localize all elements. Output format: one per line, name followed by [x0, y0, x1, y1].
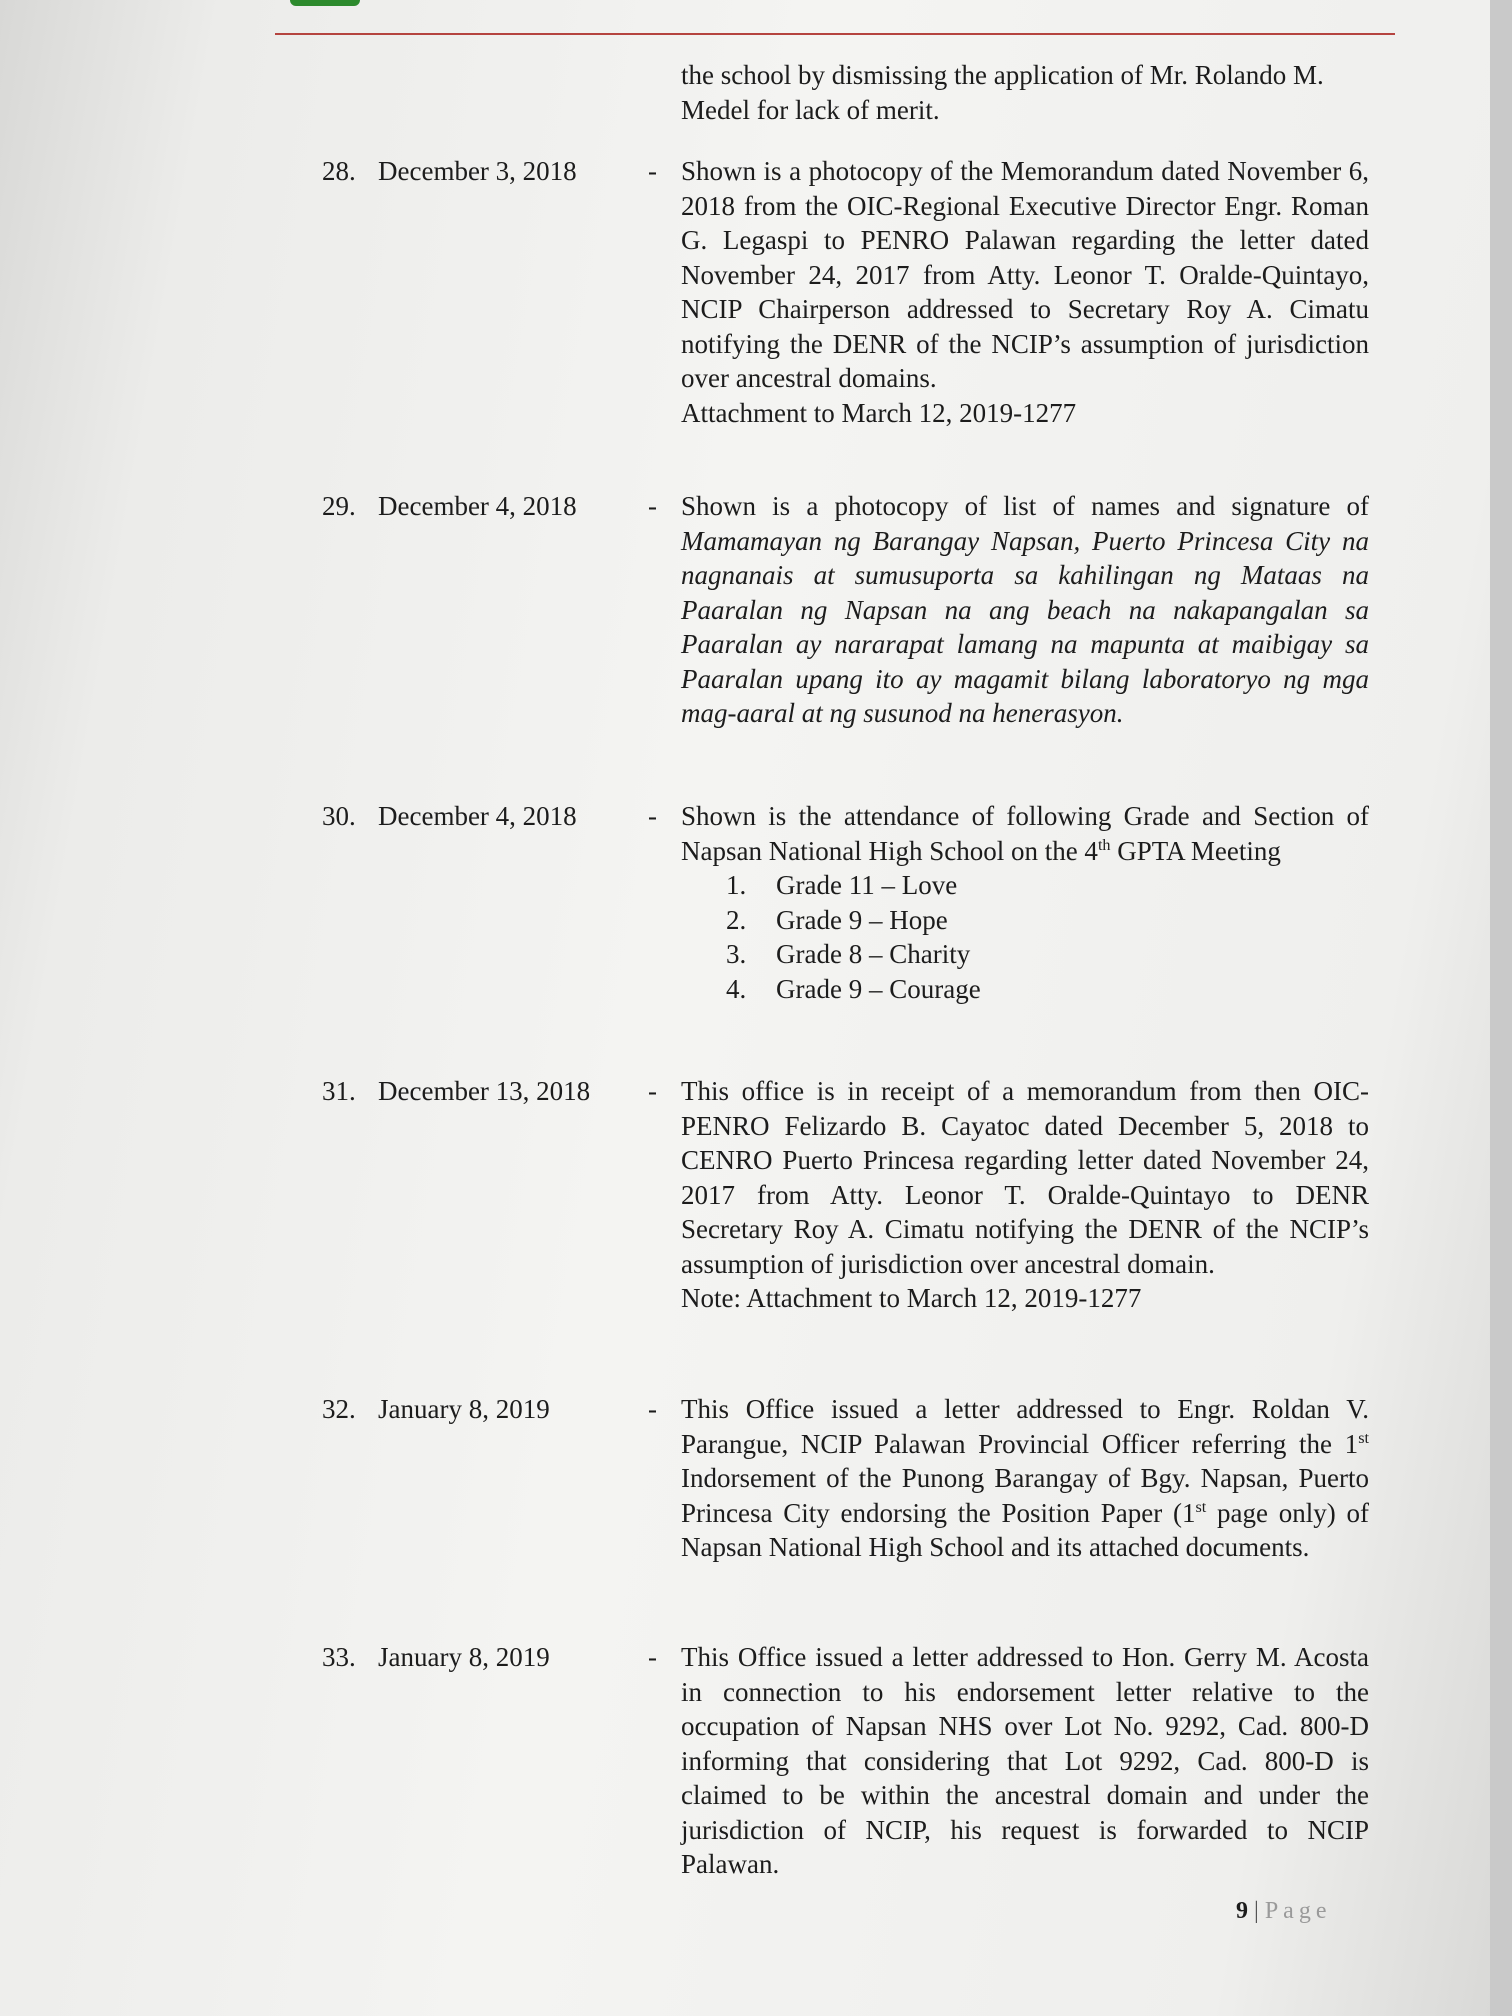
continuation-text: the school by dismissing the application of Mr. Rolando M. Medel for lack of merit. — [681, 60, 1324, 125]
list-item-number: 3. — [726, 939, 747, 969]
entry-text-part: Shown is the attendance of following Grade and Section of Napsan National High School on the 4 — [681, 801, 1369, 866]
entry-text-italic: Mamamayan ng Barangay Napsan, Puerto Princesa City na nagnanais at sumusuporta sa kahilingan ng Mataas na Paaralan ng Napsan na ang beach na nakapangalan sa Paaralan ay nararapat lamang na mapunta at maibigay sa Paaralan upang ito ay magamit bilang laboratoryo ng mga mag-aaral at ng susunod na henerasyon. — [681, 525, 1369, 728]
entry-text — [681, 1392, 1369, 1565]
entry-text-part: This Office issued a letter addressed to Engr. Roldan V. Parangue, NCIP Palawan Provincial Officer referring the 1 — [681, 1394, 1369, 1459]
entry-dash: - — [648, 1076, 657, 1106]
entry-text: This office is in receipt of a memorandum from then OIC-PENRO Felizardo B. Cayatoc dated December 5, 2018 to CENRO Puerto Princesa regarding letter dated November 24, 2017 from Atty. Leonor T. Oralde-Quintayo to DENR Secretary Roy A. Cimatu notifying the DENR of the NCIP’s assumption of jurisdiction over ancestral domain. — [681, 1076, 1369, 1279]
entry-number: 28. — [322, 156, 356, 186]
entry-dash: - — [648, 1642, 657, 1672]
entry-date: January 8, 2019 — [378, 1394, 550, 1424]
list-item — [681, 868, 1369, 903]
entry-date: December 13, 2018 — [378, 1076, 591, 1106]
entry-text — [681, 799, 1369, 868]
page-footer — [1236, 1898, 1331, 1925]
entry-body — [681, 799, 1369, 1006]
entry-body — [681, 1392, 1369, 1565]
entry-text-part: Indorsement of the Punong Barangay of Bgy. Napsan, Puerto Princesa City endorsing the Position Paper (1 — [681, 1463, 1369, 1528]
entry-number: 29. — [322, 491, 356, 521]
entry-dash: - — [648, 491, 657, 521]
page-number: 9 — [1236, 1898, 1248, 1924]
header-rule — [275, 33, 1395, 35]
list-item — [681, 972, 1369, 1007]
entry-text — [681, 489, 1369, 731]
list-item-label: Grade 8 – Charity — [776, 939, 971, 969]
page-label: Page — [1264, 1898, 1332, 1924]
list-item-label: Grade 11 – Love — [776, 870, 958, 900]
list-item-number: 1. — [726, 870, 747, 900]
entry-note: Attachment to March 12, 2019-1277 — [681, 397, 1077, 428]
list-item-number: 2. — [726, 904, 747, 935]
letterhead-logo-fragment — [290, 0, 360, 6]
list-item — [681, 903, 1369, 938]
entry-text-part: GPTA Meeting — [1110, 835, 1281, 866]
footer-separator: | — [1254, 1898, 1259, 1924]
entry-date: January 8, 2019 — [378, 1642, 550, 1672]
entry-body — [681, 154, 1369, 430]
grade-section-list — [681, 868, 1369, 1006]
entry-text-part: page only) of Napsan National High School and its attached documents. — [681, 1497, 1369, 1562]
entry-text: Shown is a photocopy of the Memorandum dated November 6, 2018 from the OIC-Regional Executive Director Engr. Roman G. Legaspi to PENRO Palawan regarding the letter dated November 24, 2017 from Atty. Leonor T. Oralde-Quintayo, NCIP Chairperson addressed to Secretary Roy A. Cimatu notifying the DENR of the NCIP’s assumption of jurisdiction over ancestral domains. — [681, 156, 1369, 393]
entry-date: December 4, 2018 — [378, 491, 577, 521]
entry-date: December 4, 2018 — [378, 801, 577, 831]
entry-body — [681, 1074, 1369, 1316]
ordinal-suffix: th — [1097, 835, 1111, 854]
list-item-number: 4. — [726, 973, 747, 1004]
entry-body — [681, 489, 1369, 731]
entry-number: 32. — [322, 1394, 356, 1424]
entry-dash: - — [648, 1394, 657, 1424]
list-item-label: Grade 9 – Hope — [776, 904, 948, 935]
entry-text-lead: Shown is a photocopy of list of names and signature of — [681, 491, 1369, 521]
entry-note: Note: Attachment to March 12, 2019-1277 — [681, 1283, 1142, 1313]
entry-text: This Office issued a letter addressed to Hon. Gerry M. Acosta in connection to his endorsement letter relative to the occupation of Napsan NHS over Lot No. 9292, Cad. 800-D informing that considering that Lot 9292, Cad. 800-D is claimed to be within the ancestral domain and under the jurisdiction of NCIP, his request is forwarded to NCIP Palawan. — [681, 1642, 1369, 1879]
entry-number: 31. — [322, 1076, 356, 1106]
entry-number: 33. — [322, 1642, 356, 1672]
entry-dash: - — [648, 156, 657, 186]
list-item-label: Grade 9 – Courage — [776, 973, 981, 1004]
entry-dash: - — [648, 801, 657, 831]
entry-date: December 3, 2018 — [378, 156, 577, 186]
ordinal-suffix: st — [1195, 1497, 1207, 1516]
entry-number: 30. — [322, 801, 356, 831]
list-item — [681, 937, 1369, 972]
ordinal-suffix: st — [1358, 1428, 1369, 1447]
entry-body — [681, 1640, 1369, 1882]
